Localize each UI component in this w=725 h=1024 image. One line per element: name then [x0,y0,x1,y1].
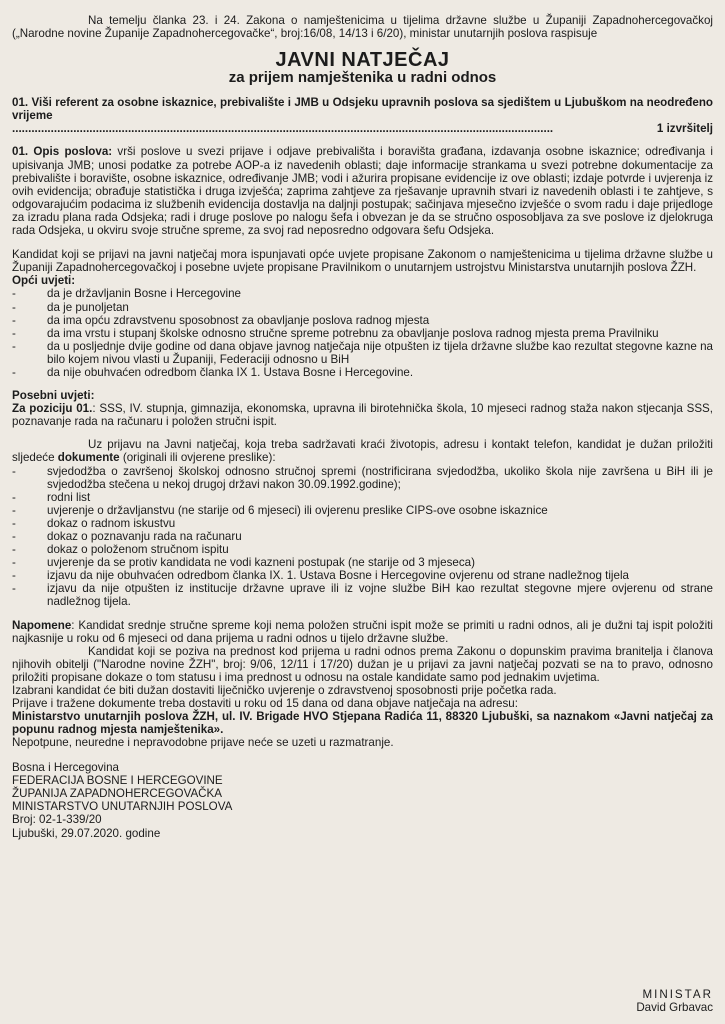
list-item: - dokaz o radnom iskustvu [12,517,713,530]
documents-list [12,465,713,609]
issue-date: Ljubuški, 29.07.2020. godine [12,826,161,840]
documents-intro-bold: dokumente [57,451,120,465]
intro-paragraph: Na temelju članka 23. i 24. Zakona o namještenicima u tijelima državne službe u Županiji Zapadnohercegovačkoj („Narodne novine Županije Zapadnohercegovačke“, broj:16/08, 14/13 i 6/20), ministar unutarnjih poslova raspisuje [12,14,713,41]
general-conditions-list [12,287,713,379]
note-text: : Kandidat srednje stručne spreme koji nema položen stručni ispit može se primiti u radni odnos, ali je dužni taj ispit položiti najkasnije u roku od 6 mjeseci od dana prijema u radni odnos u tijelo državne službe. [12,618,713,645]
special-conditions-heading: Posebni uvjeti: [12,389,95,403]
announcement-title: JAVNI NATJEČAJ [275,49,450,72]
list-item: - svjedodžba o završenoj školskoj odnosno stručnoj spremi (nostrificirana svjedodžba, ukoliko škola nije završena u BiH ili je svjedodžba stečena u nekoj drugoj državi nakon 30.09.1992.godine); [12,465,713,491]
documents-intro-suffix: (originali ili ovjerene preslike): [119,451,276,465]
job-description-text: vrši poslove u svezi prijave i odjave prebivališta i boravišta građana, izdavanja osobne iskaznice; određivanja i upisivanja JMB; unosi podatke za potrebe AOP-a iz navedenih oblasti; daje informacije strankama u svezi potrebne dokumentacije za prebivalište i boravište, osobne iskaznice, određivanje JMB; vodi i ažurira propisane evidencije iz ove oblasti; izdaje potvrde i uvjerenja iz ovih evidencija; obrađuje statistička i druga izvješća; zaprima zahtjeve za rješavanje upravnih stvari iz navedenih oblasti i te zahtjeve, s odgovarajućim podacima iz službenih evidencija dostavlja na daljnji postupak; sačinjava mjesečno izvješće o svom radu i daje prijedloge za izradu plana rada Odsjeka; radi i druge poslove po nalogu šefa i obvezan je da se stručno osposobljava za sve poslove iz djelokruga rada Odsjeka, u okviru svoje stručne spreme, za svoj rad neposredno odgovara šefu Odsjeka. [12,145,713,238]
signature-title: MINISTAR [642,987,713,1001]
list-item: - izjavu da nije otpušten iz institucije državne uprave ili iz vojne službe BiH kao rezultat stegovne mjere ovjerenu od strane nadležnog tijela. [12,582,713,608]
note-paragraph [12,619,713,645]
signature-block [636,988,713,1014]
submission-address: Ministarstvo unutarnjih poslova ŽZH, ul. IV. Brigade HVO Stjepana Radića 11, 88320 Ljubuški, sa naznakom «Javni natječaj za popunu radnog mjesta namještenika». [12,710,713,737]
job-description [12,145,713,237]
position-leader: ........................................................................................................................................................................ [12,122,554,136]
list-item: - da ima vrstu i stupanj školske odnosno stručne spreme potrebnu za obavljanje poslova radnog mjesta prema Pravilniku [12,327,713,340]
incomplete-notice: Nepotpune, neuredne i nepravodobne prijave neće se uzeti u razmatranje. [12,736,394,750]
reference-number: Broj: 02-1-339/20 [12,813,102,827]
position-text: 01. Viši referent za osobne iskaznice, prebivalište i JMB u Odsjeku upravnih poslova sa sjedištem u Ljubuškom na neodređeno vrijeme [12,96,713,123]
issuer-line: FEDERACIJA BOSNE I HERCEGOVINE [12,773,223,787]
documents-intro-text: Uz prijavu na Javni natječaj, koja treba sadržavati kraći životopis, adresu i kontakt telefon, kandidat je dužan priložiti sljedeće [12,438,713,465]
list-item: - dokaz o položenom stručnom ispitu [12,543,713,556]
list-item: - dokaz o poznavanju rada na računaru [12,530,713,543]
position-count: 1 izvršitelj [656,122,713,136]
health-paragraph: Izabrani kandidat će biti dužan dostaviti liječničko uvjerenje o zdravstvenoj sposobnosti prije početka rada. [12,684,557,698]
issuer-block [12,761,713,840]
list-item: - da je državljanin Bosne i Hercegovine [12,287,713,300]
issuer-line: ŽUPANIJA ZAPADNOHERCEGOVAČKA [12,786,223,800]
submission-paragraph: Prijave i tražene dokumente treba dostaviti u roku od 15 dana od dana objave natječaja na adresu: [12,697,518,711]
note-label: Napomene [12,618,72,632]
list-item: - da je punoljetan [12,301,713,314]
announcement-subtitle: za prijem namještenika u radni odnos [228,69,497,87]
issuer-line: Bosna i Hercegovina [12,760,119,774]
signature-name: David Grbavac [636,1000,713,1014]
special-conditions-body: : SSS, IV. stupnja, gimnazija, ekonomska, upravna ili birotehnička škola, 10 mjeseci radnog staža nakon stjecanja SSS, poznavanje rada na računaru i položen stručni ispit. [12,402,714,429]
general-conditions-heading: Opći uvjeti: [12,274,76,288]
position-heading [12,96,713,135]
conditions-intro: Kandidat koji se prijavi na javni natječaj mora ispunjavati opće uvjete propisane Zakonom o namještenicima u tijelima državne službe u Županiji Zapadnohercegovačkoj i posebne uvjete propisane Pravilnikom o unutarnjem ustrojstvu Ministarstva unutarnjih poslova ŽZH. [12,248,713,275]
list-item: - rodni list [12,491,713,504]
position-count-line [12,122,713,135]
issuer-line: MINISTARSTVO UNUTARNJIH POSLOVA [12,800,233,814]
list-item: - uvjerenje o državljanstvu (ne starije od 6 mjeseci) ili ovjerenu preslike CIPS-ove osobne iskaznice [12,504,713,517]
list-item: - da u posljednje dvije godine od dana objave javnog natječaja nije otpušten iz tijela državne službe kao rezultat stegovne kazne na bilo kojem nivou vlasti u Županiji, Federaciji odnosno u BiH [12,340,713,366]
list-item: - izjavu da nije obuhvaćen odredbom članka IX. 1. Ustava Bosne i Hercegovine ovjerenu od strane nadležnog tijela [12,569,713,582]
priority-paragraph: Kandidat koji se poziva na prednost kod prijema u radni odnos prema Zakonu o dopunskim pravima branitelja i članova njihovih obitelji ("Narodne novine ŽZH", broj: 9/06, 12/11 i 17/20) dužan je u prijavi za javni natječaj pozvati se na to pravo, odnosno priložiti propisane dokaze o tom statusu i ima prednost u odnosu na ostale kandidate samo pod jednakim uvjetima. [12,644,713,684]
list-item: - da ima opću zdravstvenu sposobnost za obavljanje poslova radnog mjesta [12,314,713,327]
list-item: - uvjerenje da se protiv kandidata ne vodi kazneni postupak (ne starije od 3 mjeseca) [12,556,713,569]
list-item: - da nije obuhvaćen odredbom članka IX 1. Ustava Bosne i Hercegovine. [12,366,713,379]
special-conditions-text [12,402,713,428]
special-conditions-label: Za poziciju 01. [12,402,93,416]
job-description-label: 01. Opis poslova: [12,145,113,159]
documents-intro [12,438,713,464]
